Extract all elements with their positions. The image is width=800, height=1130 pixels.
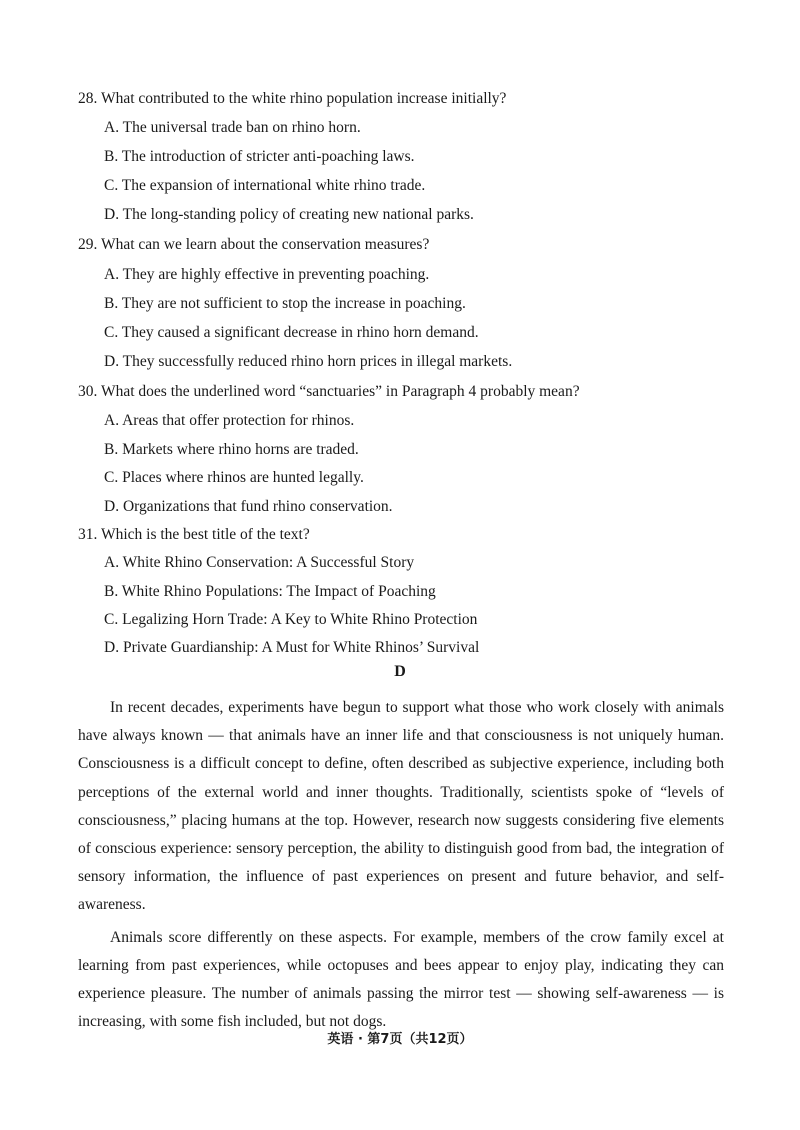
question-29-option-b: B. They are not sufficient to stop the increase in poaching. — [104, 295, 466, 312]
passage-paragraph: In recent decades, experiments have begun to support what those who work closely with animals have always known — that animals have an inner life and that consciousness is not uniquely human. Consciousness is a difficult concept to define, often described as subjective experience, including both perceptions of the external world and inner thoughts. Traditionally, scientists spoke of “levels of consciousness,” placing humans at the top. However, research now suggests considering five elements of conscious experience: sensory perception, the ability to distinguish good from bad, the integration of sensory information, the influence of past experiences on present and future behavior, and self-awareness. — [78, 699, 724, 914]
question-30-option-a: A. Areas that offer protection for rhinos. — [104, 412, 355, 429]
question-30-option-d: D. Organizations that fund rhino conservation. — [104, 498, 393, 515]
reading-passage — [78, 694, 724, 1040]
question-30-option-c: C. Places where rhinos are hunted legally. — [104, 469, 364, 486]
page-footer: 英语 · 第7页（共12页） — [327, 1032, 473, 1047]
question-31-stem: 31. Which is the best title of the text? — [78, 526, 310, 543]
question-29-stem: 29. What can we learn about the conservation measures? — [78, 236, 430, 253]
question-31-option-c: C. Legalizing Horn Trade: A Key to White Rhino Protection — [104, 611, 478, 628]
question-31-option-a: A. White Rhino Conservation: A Successful Story — [104, 554, 415, 571]
question-31-option-b: B. White Rhino Populations: The Impact of Poaching — [104, 583, 436, 600]
question-28-option-a: A. The universal trade ban on rhino horn. — [104, 119, 361, 136]
question-29-option-d: D. They successfully reduced rhino horn prices in illegal markets. — [104, 353, 513, 370]
question-31-option-d: D. Private Guardianship: A Must for White Rhinos’ Survival — [104, 639, 480, 656]
question-29-option-a: A. They are highly effective in preventing poaching. — [104, 266, 430, 283]
passage-paragraph: Animals score differently on these aspects. For example, members of the crow family excel at learning from past experiences, while octopuses and bees appear to enjoy play, indicating they can experience pleasure. The number of animals passing the mirror test — showing self-awareness — is increasing, with some fish included, but not dogs. — [78, 928, 724, 1031]
question-28-stem: 28. What contributed to the white rhino population increase initially? — [78, 90, 507, 107]
question-30-stem: 30. What does the underlined word “sanctuaries” in Paragraph 4 probably mean? — [78, 383, 580, 400]
question-28-option-c: C. The expansion of international white rhino trade. — [104, 177, 426, 194]
question-28-option-b: B. The introduction of stricter anti-poaching laws. — [104, 148, 415, 165]
question-29-option-c: C. They caused a significant decrease in rhino horn demand. — [104, 324, 479, 341]
section-title: D — [394, 663, 406, 680]
question-30-option-b: B. Markets where rhino horns are traded. — [104, 441, 359, 458]
question-28-option-d: D. The long-standing policy of creating new national parks. — [104, 206, 474, 223]
